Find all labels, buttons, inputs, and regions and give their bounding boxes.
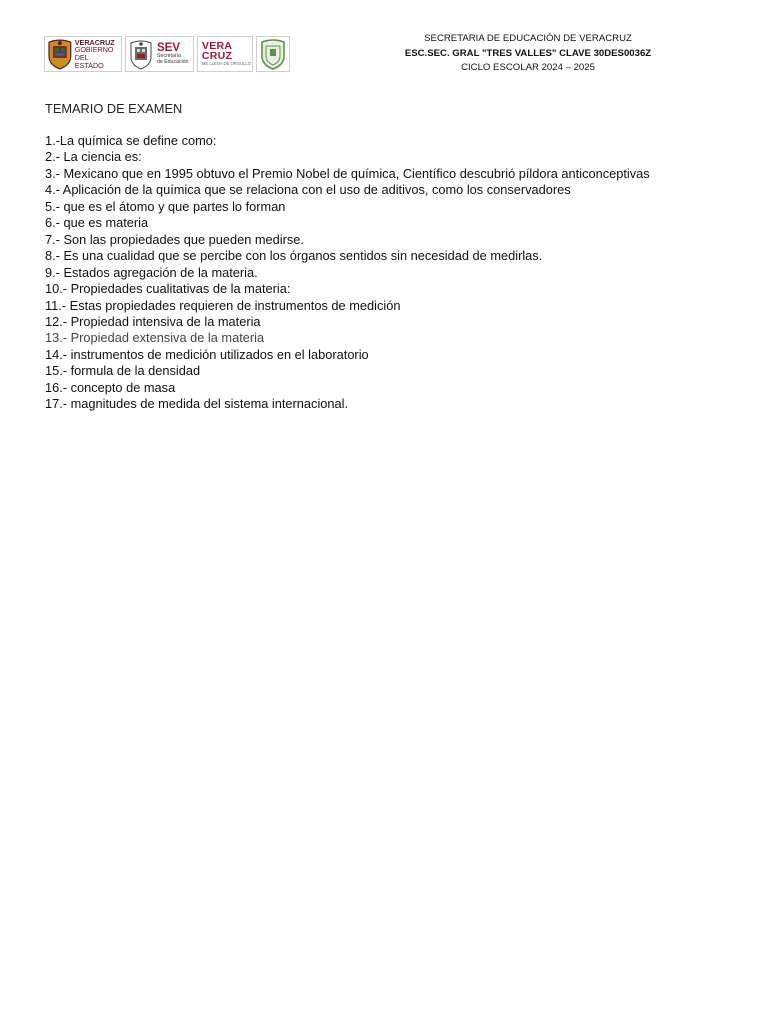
question-item: 16.- concepto de masa [45,379,176,395]
question-item: 12.- Propiedad intensiva de la materia [45,313,261,329]
question-list [45,133,650,413]
school-logo [256,36,290,72]
header-school-year: CICLO ESCOLAR 2024 – 2025 [461,62,595,73]
knot-pattern-icon [199,43,200,65]
header-school-name: ESC.SEC. GRAL "TRES VALLES" CLAVE 30DES0036Z [404,47,652,59]
question-item: 7.- Son las propiedades que pueden medirse. [45,231,304,247]
school-header [378,32,678,76]
sev-sub1: Secretaría [157,52,181,59]
gob-line3: DEL ESTADO [74,53,104,70]
veracruz-coat-of-arms-icon [47,38,73,70]
header-logos [44,36,290,72]
question-item: 13.- Propiedad extensiva de la materia [45,330,265,346]
veracruz-brand-logo [197,36,253,72]
question-item: 4.- Aplicación de la química que se relaciona con el uso de aditivos, como los conservadores [45,182,571,198]
question-item: 8.- Es una cualidad que se percibe con los órganos sentidos sin necesidad de medirlas. [45,248,543,264]
sev-title: SEV [157,41,181,54]
header-secretaria: SECRETARIA DE EDUCACIÓN DE VERACRUZ [424,33,632,44]
question-item: 17.- magnitudes de medida del sistema internacional. [45,396,349,412]
sev-emblem-icon [128,38,154,70]
sev-sub2: de Educación [157,58,189,65]
brand-line2: CRUZ [201,49,233,62]
question-item: 1.-La química se define como: [45,133,217,148]
brand-tagline: ME LLENA DE ORGULLO [201,61,251,66]
question-item: 3.- Mexicano que en 1995 obtuvo el Premio Nobel de química, Científico descubrió píldora anticonceptivas [45,165,650,181]
question-item: 14.- instrumentos de medición utilizados en el laboratorio [45,346,369,362]
veracruz-gobierno-logo [44,36,122,72]
question-item: 10.- Propiedades cualitativas de la materia: [45,281,291,297]
question-item: 2.- La ciencia es: [45,149,142,165]
question-item: 6.- que es materia [45,215,149,231]
gob-line2: GOBIERNO [74,45,114,55]
school-shield-icon [259,38,287,70]
gob-line1: VERACRUZ [74,37,115,47]
document-title: TEMARIO DE EXAMEN [45,101,183,116]
question-item: 5.- que es el átomo y que partes lo forman [45,198,286,214]
sev-logo [125,36,194,72]
question-item: 15.- formula de la densidad [45,363,201,379]
question-item: 11.- Estas propiedades requieren de instrumentos de medición [45,297,401,313]
question-item: 9.- Estados agregación de la materia. [45,264,258,280]
brand-line1: VERA [201,40,233,52]
